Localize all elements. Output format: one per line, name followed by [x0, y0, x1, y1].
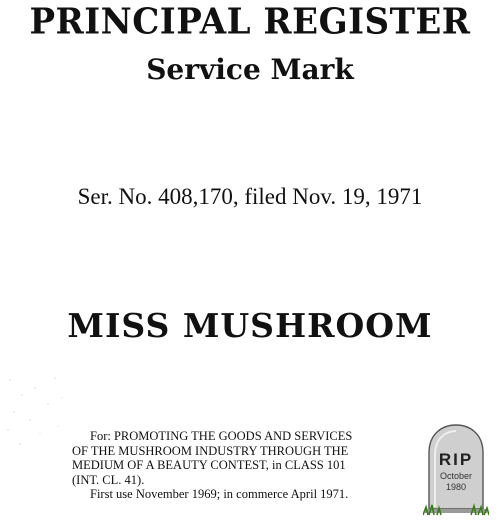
tombstone-icon [423, 423, 489, 517]
first-use-line: First use November 1969; in commerce April 1971. [90, 487, 349, 501]
services-line: OF THE MUSHROOM INDUSTRY THROUGH THE [72, 443, 349, 458]
services-description [72, 429, 422, 502]
services-line: MEDIUM OF A BEAUTY CONTEST, in CLASS 101 [72, 458, 346, 472]
rip-year: 1980 [445, 482, 467, 492]
mark-type-heading: Service Mark [146, 53, 354, 86]
register-heading: PRINCIPAL REGISTER [29, 1, 471, 43]
rip-month: October [439, 471, 473, 481]
mark-name: MISS MUSHROOM [67, 306, 433, 345]
services-line: (INT. CL. 41). [72, 472, 145, 487]
scan-noise [0, 360, 120, 480]
rip-label: RIP [438, 450, 474, 469]
serial-number: Ser. No. 408,170, filed Nov. 19, 1971 [77, 184, 423, 209]
services-line: For: PROMOTING THE GOODS AND SERVICES [90, 429, 353, 443]
